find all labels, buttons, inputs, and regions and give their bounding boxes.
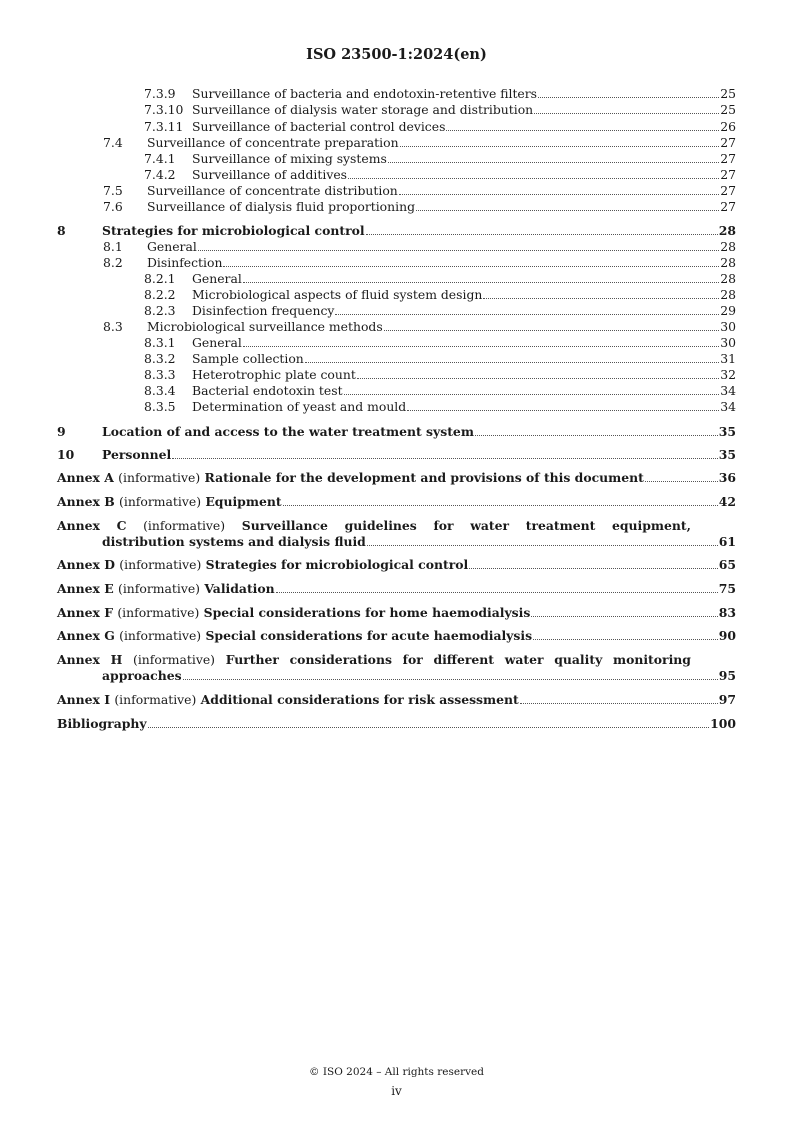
section-number: 8.3.2	[144, 351, 176, 366]
page-number: 29	[720, 303, 736, 318]
page-number: 27	[720, 183, 736, 198]
dot-leader	[407, 409, 719, 411]
section-number: 7.4	[103, 135, 123, 150]
dot-leader	[335, 313, 719, 315]
title-word: monitoring	[612, 652, 691, 667]
title-word: considerations	[289, 652, 392, 667]
dot-leader	[243, 345, 719, 347]
dot-leader	[348, 177, 719, 179]
section-number: 8.1	[103, 239, 123, 254]
dot-leader	[446, 129, 719, 131]
toc-annex-entry[interactable]	[57, 581, 736, 597]
toc-entry[interactable]	[57, 255, 736, 271]
entry-title: Surveillance of bacterial control devices	[192, 119, 446, 134]
dot-leader	[276, 591, 718, 593]
page-number: 28	[720, 271, 736, 286]
toc-entry[interactable]	[57, 199, 736, 215]
toc-entry[interactable]	[57, 183, 736, 199]
document-header: ISO 23500-1:2024(en)	[306, 46, 487, 63]
toc-entry[interactable]	[57, 135, 736, 151]
entry-title: Validation	[204, 581, 275, 596]
entry-title: Surveillance of dialysis water storage and distribution	[192, 102, 534, 117]
annex-type: (informative)	[119, 494, 202, 509]
dot-leader	[344, 393, 720, 395]
entry-title: Sample collection	[192, 351, 304, 366]
title-word: Further	[225, 652, 279, 667]
title-word: equipment,	[612, 518, 691, 533]
page-number: 90	[718, 628, 736, 643]
entry-title: Bibliography	[57, 716, 147, 731]
toc-annex-entry[interactable]	[57, 470, 736, 486]
page-number: 95	[718, 668, 736, 683]
page-number: 25	[720, 86, 736, 101]
toc-entry[interactable]	[57, 223, 736, 239]
section-number: 8.2.2	[144, 287, 176, 302]
toc-entry[interactable]	[57, 287, 736, 303]
page-number: 30	[720, 335, 736, 350]
toc-entry-bibliography[interactable]	[57, 716, 736, 732]
toc-entry[interactable]	[57, 86, 736, 102]
section-number: 8.3.4	[144, 383, 176, 398]
entry-title: General	[192, 335, 242, 350]
page-number: 27	[720, 199, 736, 214]
entry-title: Heterotrophic plate count	[192, 367, 356, 382]
toc-annex-entry[interactable]	[57, 518, 736, 534]
annex-type: (informative)	[143, 518, 226, 533]
page-number-footer: iv	[391, 1084, 402, 1098]
toc-annex-entry[interactable]	[57, 605, 736, 621]
dot-leader	[148, 726, 710, 728]
annex-type: (informative)	[118, 470, 201, 485]
entry-title: Surveillance of dialysis fluid proportioning	[147, 199, 416, 214]
dot-leader	[367, 544, 718, 546]
dot-leader	[243, 281, 719, 283]
section-number: 8.3.5	[144, 399, 176, 414]
dot-leader	[645, 480, 718, 482]
toc-annex-entry[interactable]	[57, 494, 736, 510]
entry-title: Additional considerations for risk assessment	[200, 692, 519, 707]
title-word: water	[470, 518, 510, 533]
page-number: 35	[718, 424, 736, 439]
page-number: 34	[720, 399, 736, 414]
dot-leader	[357, 377, 719, 379]
title-word: different	[433, 652, 495, 667]
entry-title: Special considerations for home haemodialysis	[203, 605, 531, 620]
dot-leader	[305, 361, 719, 363]
section-number: 8.2.1	[144, 271, 176, 286]
entry-title: Rationale for the development and provisions of this document	[204, 470, 644, 485]
annex-type: (informative)	[114, 692, 197, 707]
annex-letter: H	[110, 652, 123, 667]
dot-leader	[388, 161, 719, 163]
annex-label: Annex B	[57, 494, 115, 509]
clause-number: 8	[57, 223, 66, 238]
page-number: 34	[720, 383, 736, 398]
page-number: 27	[720, 167, 736, 182]
annex-label: Annex	[57, 518, 100, 533]
section-number: 8.3.3	[144, 367, 176, 382]
annex-label: Annex	[57, 652, 100, 667]
dot-leader	[531, 615, 717, 617]
entry-title: Determination of yeast and mould	[192, 399, 407, 414]
entry-title: Strategies for microbiological control	[102, 223, 365, 238]
entry-title: Microbiological surveillance methods	[147, 319, 383, 334]
title-word: water	[504, 652, 544, 667]
annex-letter: C	[116, 518, 127, 533]
annex-label: Annex E	[57, 581, 114, 596]
toc-entry[interactable]	[57, 271, 736, 287]
dot-leader	[533, 638, 718, 640]
entry-title: Microbiological aspects of fluid system design	[192, 287, 483, 302]
page-number: 28	[718, 223, 736, 238]
section-number: 7.6	[103, 199, 123, 214]
entry-title: Personnel	[102, 447, 172, 462]
page-number: 75	[718, 581, 736, 596]
toc-entry[interactable]	[57, 399, 736, 415]
title-word: treatment	[525, 518, 596, 533]
annex-type: (informative)	[118, 581, 200, 596]
dot-leader	[399, 193, 719, 195]
page-number: 25	[720, 102, 736, 117]
page-number: 27	[720, 135, 736, 150]
dot-leader	[283, 504, 718, 506]
clause-number: 10	[57, 447, 75, 462]
toc-annex-entry[interactable]	[57, 628, 736, 644]
section-number: 8.3	[103, 319, 123, 334]
toc-entry[interactable]	[57, 239, 736, 255]
section-number: 7.4.1	[144, 151, 176, 166]
annex-type: (informative)	[133, 652, 215, 667]
dot-leader	[384, 329, 719, 331]
section-number: 8.2	[103, 255, 123, 270]
dot-leader	[475, 434, 718, 436]
entry-title: Disinfection frequency	[192, 303, 335, 318]
section-number: 8.3.1	[144, 335, 176, 350]
toc-annex-entry[interactable]	[57, 652, 736, 668]
toc-annex-entry-continuation[interactable]	[57, 534, 736, 550]
page-number: 100	[710, 716, 736, 731]
page-number: 36	[718, 470, 736, 485]
clause-number: 9	[57, 424, 66, 439]
entry-title: Location of and access to the water treatment system	[102, 424, 474, 439]
page-number: 32	[720, 367, 736, 382]
toc-annex-entry[interactable]	[57, 692, 736, 708]
title-word: Surveillance	[241, 518, 328, 533]
title-word: for	[402, 652, 423, 667]
dot-leader	[400, 145, 720, 147]
entry-title: Surveillance of bacteria and endotoxin-retentive filters	[192, 86, 538, 101]
page-number: 61	[718, 534, 736, 549]
entry-title: Bacterial endotoxin test	[192, 383, 343, 398]
toc-annex-entry-continuation[interactable]	[57, 668, 736, 684]
toc-entry[interactable]	[57, 167, 736, 183]
dot-leader	[416, 209, 719, 211]
entry-title: Strategies for microbiological control	[205, 557, 469, 572]
section-number: 7.3.11	[144, 119, 184, 134]
copyright-notice: © ISO 2024 – All rights reserved	[309, 1066, 484, 1078]
dot-leader	[366, 233, 718, 235]
title-word: guidelines	[344, 518, 417, 533]
toc-entry[interactable]	[57, 383, 736, 399]
entry-title: approaches	[102, 668, 182, 683]
page-number: 65	[718, 557, 736, 572]
page-number: 28	[720, 287, 736, 302]
annex-type: (informative)	[119, 557, 202, 572]
section-number: 7.3.9	[144, 86, 176, 101]
entry-title: General	[147, 239, 197, 254]
toc-entry[interactable]	[57, 424, 736, 440]
toc-entry[interactable]	[57, 351, 736, 367]
page-number: 35	[718, 447, 736, 462]
toc-entry[interactable]	[57, 335, 736, 351]
annex-label: Annex F	[57, 605, 114, 620]
entry-title: Surveillance of additives	[192, 167, 348, 182]
annex-label: Annex I	[57, 692, 111, 707]
dot-leader	[198, 249, 719, 251]
toc-entry[interactable]	[57, 367, 736, 383]
section-number: 7.4.2	[144, 167, 176, 182]
entry-title: Equipment	[205, 494, 282, 509]
dot-leader	[223, 265, 719, 267]
section-number: 8.2.3	[144, 303, 176, 318]
entry-title: Special considerations for acute haemodialysis	[205, 628, 533, 643]
toc-entry[interactable]	[57, 151, 736, 167]
entry-title: Surveillance of mixing systems	[192, 151, 387, 166]
section-number: 7.3.10	[144, 102, 184, 117]
entry-title: distribution systems and dialysis fluid	[102, 534, 366, 549]
page-number: 27	[720, 151, 736, 166]
entry-title: Surveillance of concentrate distribution	[147, 183, 398, 198]
page-number: 26	[720, 119, 736, 134]
page-number: 83	[718, 605, 736, 620]
dot-leader	[534, 112, 719, 114]
page-number: 28	[720, 239, 736, 254]
page-number: 31	[720, 351, 736, 366]
toc-entry[interactable]	[57, 447, 736, 463]
dot-leader	[172, 457, 718, 459]
dot-leader	[469, 567, 718, 569]
toc-annex-entry[interactable]	[57, 557, 736, 573]
title-word: quality	[554, 652, 603, 667]
page-number: 42	[718, 494, 736, 509]
toc-entry[interactable]	[57, 102, 736, 118]
entry-title: Surveillance of concentrate preparation	[147, 135, 399, 150]
annex-type: (informative)	[119, 628, 202, 643]
page-number: 28	[720, 255, 736, 270]
toc-entry[interactable]	[57, 303, 736, 319]
entry-title: General	[192, 271, 242, 286]
entry-title: Disinfection	[147, 255, 223, 270]
dot-leader	[538, 96, 719, 98]
annex-label: Annex D	[57, 557, 115, 572]
toc-entry[interactable]	[57, 319, 736, 335]
annex-type: (informative)	[117, 605, 200, 620]
dot-leader	[520, 702, 718, 704]
toc-entry[interactable]	[57, 119, 736, 135]
title-word: for	[433, 518, 454, 533]
annex-label: Annex G	[57, 628, 115, 643]
dot-leader	[483, 297, 719, 299]
section-number: 7.5	[103, 183, 123, 198]
annex-label: Annex A	[57, 470, 114, 485]
page-number: 30	[720, 319, 736, 334]
dot-leader	[183, 678, 718, 680]
page-number: 97	[718, 692, 736, 707]
